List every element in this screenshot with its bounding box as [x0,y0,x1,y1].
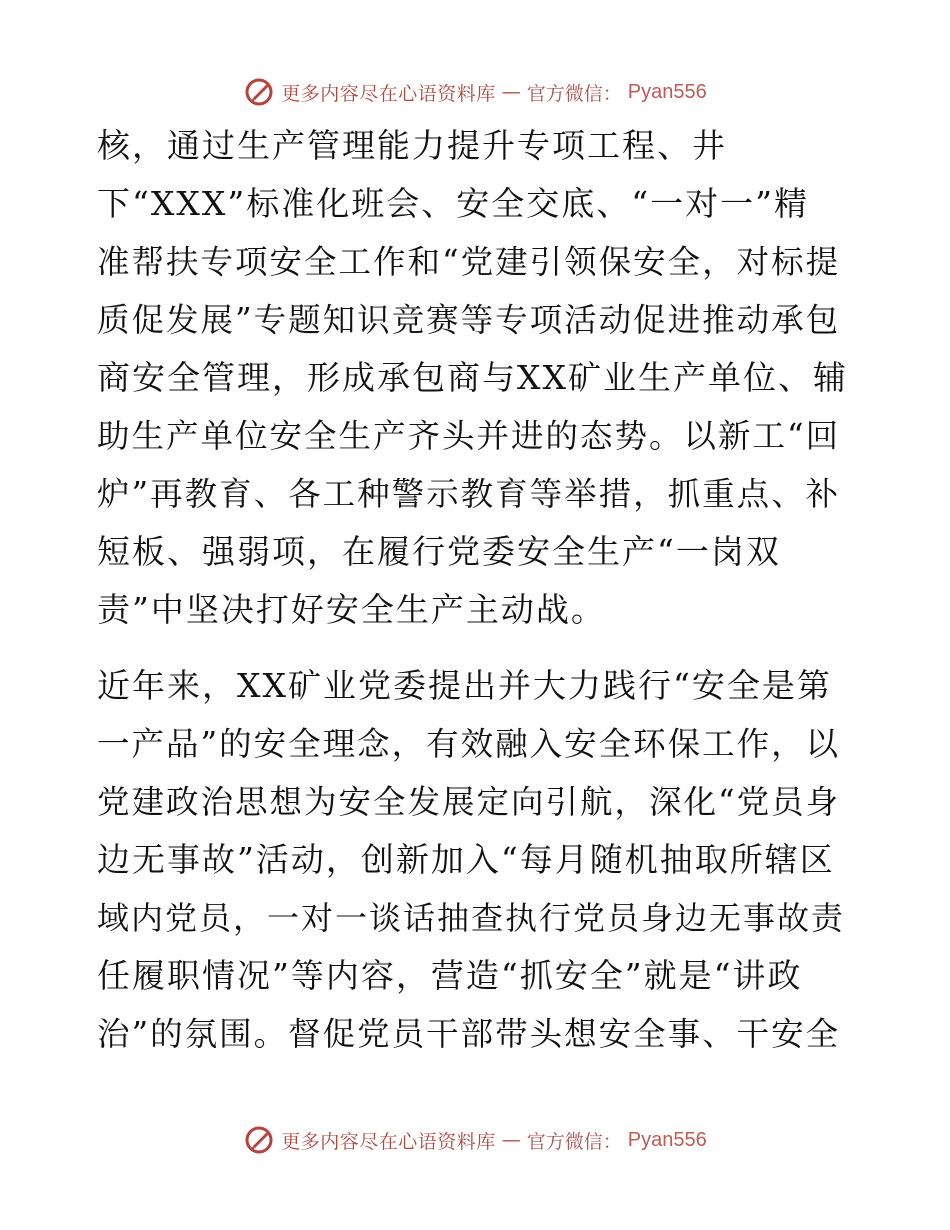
text-line: 助生产单位安全生产齐头并进的态势。以新工“回 [97,417,841,455]
text-line: 治”的氛围。督促党员干部带头想安全事、干安全 [97,1015,841,1053]
text-line: 准帮扶专项安全工作和“党建引领保安全，对标提 [97,243,841,281]
text-line: 域内党员，一对一谈话抽查执行党员身边无事故责 [97,899,846,937]
watermark-dash: — [501,1129,521,1151]
watermark-label: 官方微信： [526,1130,622,1153]
watermark-id: Pyan556 [627,1128,707,1151]
text-line: 质促发展”专题知识竞赛等专项活动促进推动承包 [97,301,841,339]
watermark-site-text: 更多内容尽在心语资料库 [281,1130,496,1153]
text-line: 任履职情况”等内容，营造“抓安全”就是“讲政 [97,956,803,995]
text-line: 下“XXX”标准化班会、安全交底、“一对一”精 [97,184,809,223]
text-line: 炉”再教育、各工种警示教育等举措，抓重点、补 [97,475,841,513]
watermark-dash: — [501,81,521,103]
header-watermark [0,72,950,112]
watermark-site-text: 更多内容尽在心语资料库 [281,82,496,105]
text-line: 党建政治思想为安全发展定向引航，深化“党员身 [97,783,841,821]
watermark-label: 官方微信： [526,82,622,105]
text-line: 一产品”的安全理念，有效融入安全环保工作，以 [97,725,841,763]
text-line: 边无事故”活动，创新加入“每月随机抽取所辖区 [97,840,835,879]
text-line: 核，通过生产管理能力提升专项工程、井 [97,126,727,165]
quill-logo-icon [243,1124,275,1156]
text-line: 商安全管理，形成承包商与XX矿业生产单位、辅 [97,358,848,397]
text-line: 近年来，XX矿业党委提出并大力践行“安全是第 [97,666,832,705]
quill-logo-icon [243,76,275,108]
text-line: 短板、强弱项，在履行党委安全生产“一岗双 [97,532,781,571]
text-line: 责”中坚决打好安全生产主动战。 [97,590,606,629]
footer-watermark [0,1120,950,1160]
watermark-id: Pyan556 [627,80,707,103]
